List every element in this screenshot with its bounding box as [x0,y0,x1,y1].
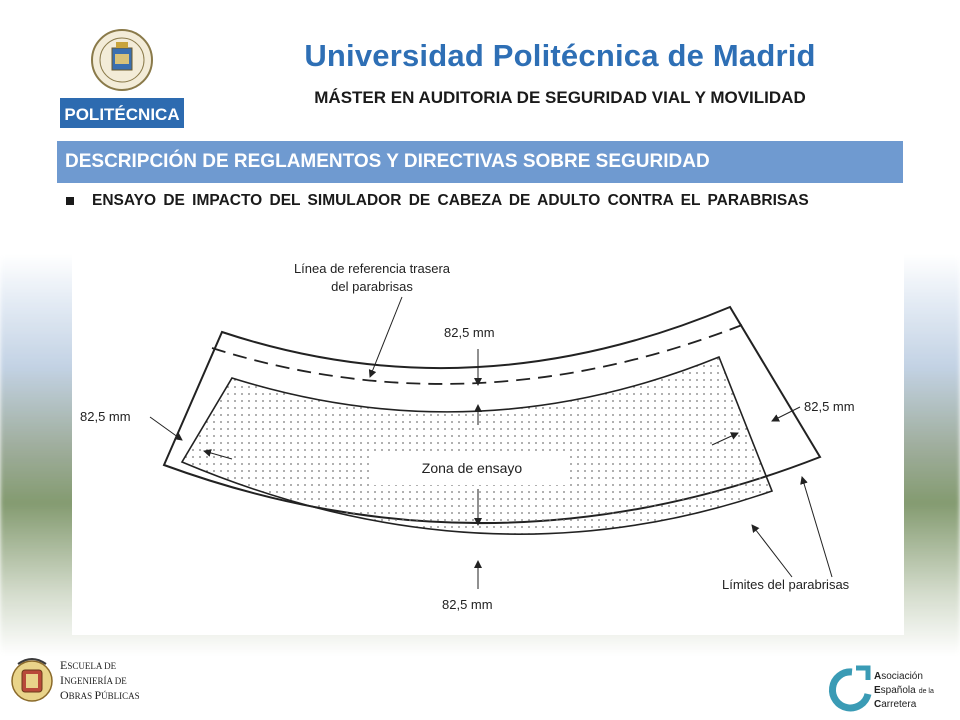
svg-text:Carretera [874,699,917,710]
page-subtitle: MÁSTER EN AUDITORIA DE SEGURIDAD VIAL Y MOVILIDAD [314,88,806,107]
dimension-bottom-label: 82,5 mm [442,597,493,612]
svg-text:ESCUELA DE [60,658,117,672]
reference-line-label-1: Línea de referencia trasera [293,261,451,276]
dimension-left-arrow [150,417,182,440]
limits-leader-2 [752,525,792,577]
escuela-line1-rest: SCUELA DE [67,661,117,671]
svg-text:Españolade la [874,685,934,696]
page-title: Universidad Politécnica de Madrid [304,38,816,73]
reference-line-label-2: del parabrisas [331,279,413,294]
aec-logo [828,664,956,716]
dimension-top-label: 82,5 mm [444,325,495,340]
aec-line3-cap: C [874,699,882,710]
svg-text:INGENIERÍA DE [60,673,127,687]
limits-leader-1 [802,477,832,577]
escuela-line3-cap1: O [60,688,69,702]
escuela-line3-rest2: ÚBLICAS [101,691,140,701]
escuela-crest-icon [12,659,52,701]
aec-line2-cap: E [874,685,881,696]
bullet-square-icon [66,197,74,205]
upm-logo [60,28,184,128]
bullet-text: ENSAYO DE IMPACTO DEL SIMULADOR DE CABEZA DE ADULTO CONTRA EL PARABRISAS [92,192,809,209]
upm-logo-text: POLITÉCNICA [64,105,180,124]
aec-line1-cap: A [874,671,882,682]
escuela-line1-cap: E [60,658,68,672]
windshield-diagram [72,245,904,635]
aec-line2-rest: spañola [880,685,916,696]
test-zone-label: Zona de ensayo [421,460,523,476]
aec-line1-rest: sociación [881,671,923,682]
dimension-left-label: 82,5 mm [80,409,131,424]
section-heading: DESCRIPCIÓN DE REGLAMENTOS Y DIRECTIVAS SOBRE SEGURIDAD [57,141,903,183]
aec-line2-small: de la [918,688,934,695]
aec-line3-rest: arretera [881,699,917,710]
svg-text:OBRAS PÚBLICAS [60,688,140,702]
dimension-right-label: 82,5 mm [804,399,855,414]
escuela-line2-rest: NGENIERÍA DE [64,676,127,686]
escuela-logo [8,652,148,710]
escuela-line3-cap2: P [94,688,102,702]
limits-label: Límites del parabrisas [722,577,850,592]
svg-text:Asociación [874,671,923,682]
escuela-line2-cap: I [60,673,64,687]
aec-emblem-icon [832,668,868,708]
escuela-line3-rest1: BRAS [68,691,95,701]
upm-seal-icon [92,30,152,90]
